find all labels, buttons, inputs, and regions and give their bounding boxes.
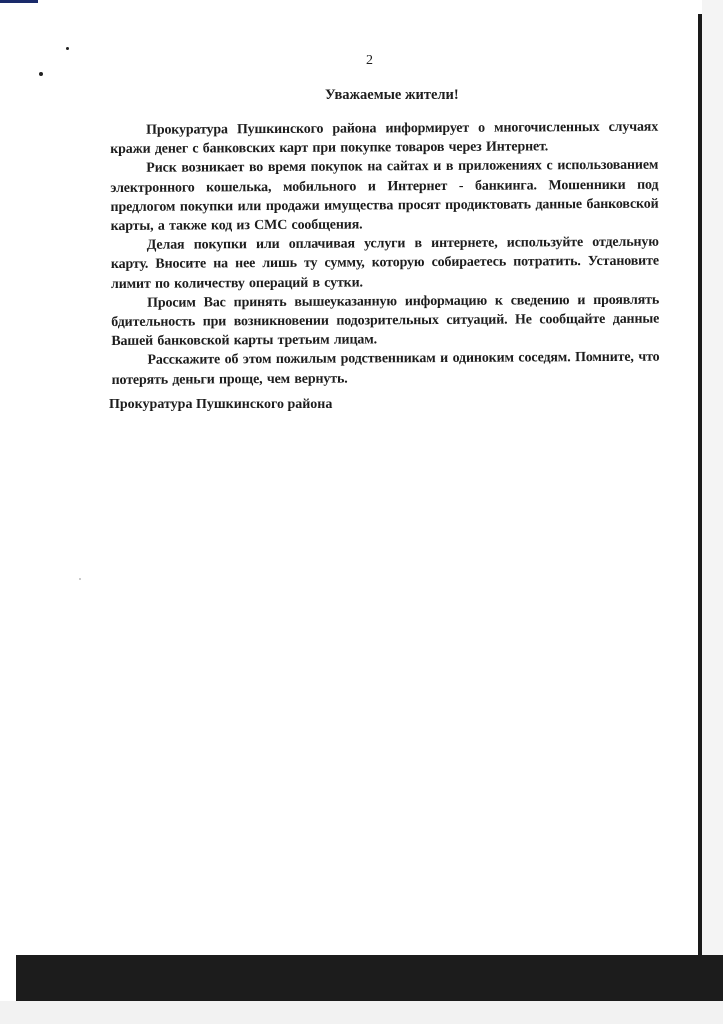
document-signature: Прокуратура Пушкинского района (109, 397, 333, 412)
paragraph-advice: Делая покупки или оплачивая услуги в интернете, используйте отдельную карту. Вносите на нее лишь ту сумму, которую собираетесь потратить. Установите лимит по количеству операций в сутки. (110, 234, 659, 292)
scan-speck (79, 578, 81, 580)
scan-bottom-band (16, 955, 723, 1001)
paragraph-risk: Риск возникает во время покупок на сайтах и в приложениях с использованием электронного кошелька, мобильного и Интернет - банкинга. Мошенники под предлогом покупки или продажи имущества просят продиктовать данные банковской карты, а также код из СМС сообщения. (110, 158, 659, 235)
scan-right-margin (702, 0, 723, 1024)
scan-edge-mark (0, 0, 38, 3)
page-number: 2 (366, 53, 373, 68)
scan-speck (39, 72, 43, 76)
paragraph-intro: Прокуратура Пушкинского района информирует о многочисленных случаях кражи денег с банковских карт при покупке товаров через Интернет. (110, 119, 659, 158)
paragraph-reminder: Расскажите об этом пожилым родственникам и одиноким соседям. Помните, что потерять деньги проще, чем вернуть. (111, 350, 660, 388)
scan-bottom-strip (0, 1001, 723, 1024)
scan-speck (66, 47, 69, 50)
scan-right-edge (698, 14, 702, 956)
document-heading: Уважаемые жители! (325, 87, 459, 103)
paragraph-request: Просим Вас принять вышеуказанную информацию к сведению и проявлять бдительность при возникновении подозрительных ситуаций. Не сообщайте данные Вашей банковской карты третьим лицам. (111, 292, 660, 350)
document-text (110, 118, 660, 390)
